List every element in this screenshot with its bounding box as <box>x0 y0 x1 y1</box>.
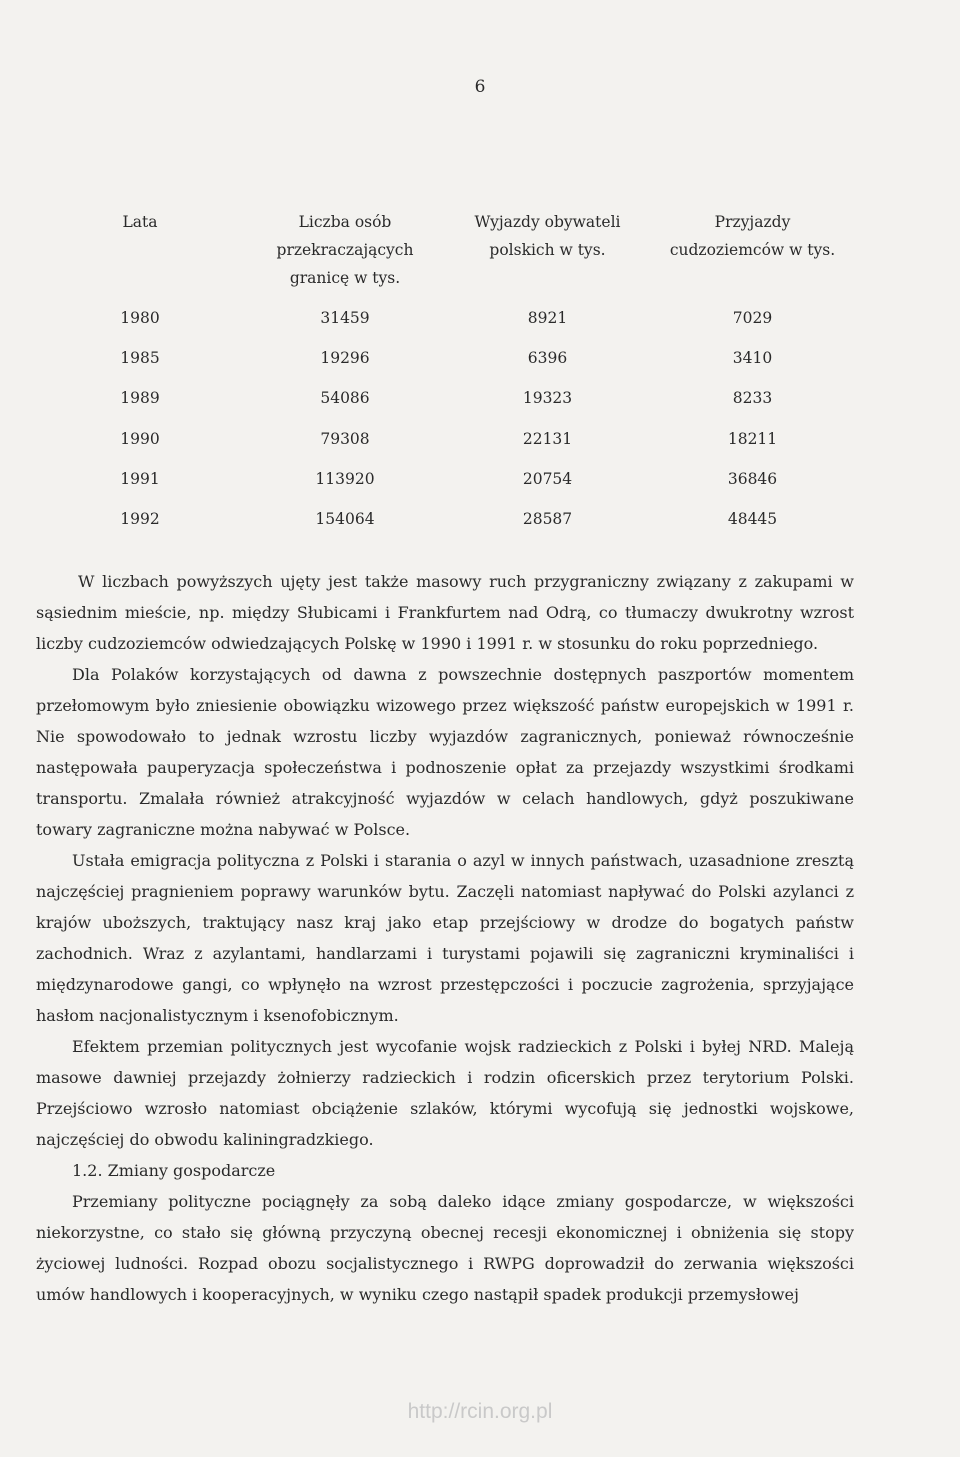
cell-year: 1985 <box>120 349 160 368</box>
paragraph: Dla Polaków korzystających od dawna z powszechnie dostępnych paszportów momentem przełomowym było zniesienie obowiązku wizowego przez większość państw europejskich w 1991 r. Nie spowodowało to jednak wzrostu liczby wyjazdów zagranicznych, ponieważ równocześnie następowała pauperyzacja społeczeństwa i podnoszenie opłat za przejazdy wszystkimi środkami transportu. Zmalała również atrakcyjność wyjazdów w celach handlowych, gdyż poszukiwane towary zagraniczne można nabywać w Polsce. <box>36 665 854 839</box>
paragraph: W liczbach powyższych ujęty jest także masowy ruch przygraniczny związany z zakupami w sąsiednim mieście, np. między Słubicami i Frankfurtem nad Odrą, co tłumaczy dwukrotny wzrost liczby cudzoziemców odwiedzających Polskę w 1990 i 1991 r. w stosunku do roku poprzedniego. <box>36 572 854 653</box>
table-row <box>0 344 960 384</box>
cell-crossings: 113920 <box>315 469 375 488</box>
table-row <box>0 425 960 465</box>
paragraph: Przemiany polityczne pociągnęły za sobą daleko idące zmiany gospodarcze, w większości niekorzystne, co stało się główną przyczyną obecnej recesji ekonomicznej i obniżenia się stopy życiowej ludności. Rozpad obozu socjalistycznego i RWPG doprowadził do zerwania większości umów handlowych i kooperacyjnych, w wyniku czego nastąpił spadek produkcji przemysłowej <box>36 1192 854 1304</box>
page-number: 6 <box>474 77 486 97</box>
cell-arrivals: 36846 <box>727 469 778 488</box>
table-row <box>0 505 960 545</box>
cell-departures: 28587 <box>522 509 573 528</box>
cell-departures: 20754 <box>522 469 573 488</box>
table-row <box>0 465 960 505</box>
footer-url: http://rcin.org.pl <box>407 1400 553 1423</box>
cell-arrivals: 3410 <box>732 349 773 368</box>
paragraph: Ustała emigracja polityczna z Polski i starania o azyl w innych państwach, uzasadnione zresztą najczęściej pragnieniem poprawy warunków bytu. Zaczęli natomiast napływać do Polski azylanci z krajów uboższych, traktujący nasz kraj jako etap przejściowy w drodze do bogatych państw zachodnich. Wraz z azylantami, handlarzami i turystami pojawili się zagraniczni kryminaliści i międzynarodowe gangi, co wpłynęło na wzrost przestępczości i poczucie zagrożenia, sprzyjające hasłom nacjonalistycznym i ksenofobicznym. <box>36 851 854 1025</box>
header-polish-departures: Wyjazdy obywateli polskich w tys. <box>474 213 621 259</box>
paragraph: Efektem przemian politycznych jest wycofanie wojsk radzieckich z Polski i byłej NRD. Maleją masowe dawniej przejazdy żołnierzy radzieckich i rodzin oficerskich przez terytorium Polski. Przejściowo wzrosło natomiast obciążenie szlaków, którymi wycofują się jednostki wojskowe, najczęściej do obwodu kaliningradzkiego. <box>36 1037 854 1149</box>
cell-departures: 22131 <box>522 429 573 448</box>
cell-year: 1992 <box>120 509 160 528</box>
cell-arrivals: 7029 <box>732 309 773 327</box>
cell-year: 1989 <box>120 389 160 408</box>
cell-crossings: 154064 <box>315 509 375 528</box>
cell-arrivals: 8233 <box>732 389 773 408</box>
header-border-crossings: Liczba osób przekraczających granicę w tys. <box>276 213 414 287</box>
statistics-table <box>0 208 960 528</box>
cell-departures: 8921 <box>527 309 568 327</box>
header-foreign-arrivals: Przyjazdy cudzoziemców w tys. <box>669 213 836 259</box>
body-text <box>36 566 854 1310</box>
cell-arrivals: 18211 <box>727 429 778 448</box>
table-header <box>0 208 960 300</box>
cell-crossings: 19296 <box>320 349 370 368</box>
cell-departures: 19323 <box>522 389 573 408</box>
cell-crossings: 31459 <box>320 309 370 327</box>
cell-departures: 6396 <box>527 349 568 368</box>
table-body <box>0 304 960 545</box>
cell-year: 1990 <box>120 429 160 448</box>
cell-crossings: 54086 <box>320 389 370 408</box>
cell-arrivals: 48445 <box>727 509 778 528</box>
cell-year: 1991 <box>120 469 160 488</box>
table-row <box>0 304 960 344</box>
section-heading: 1.2. Zmiany gospodarcze <box>72 1161 276 1180</box>
table-row <box>0 384 960 424</box>
cell-year: 1980 <box>120 309 160 327</box>
cell-crossings: 79308 <box>320 429 370 448</box>
header-years: Lata <box>122 213 158 231</box>
